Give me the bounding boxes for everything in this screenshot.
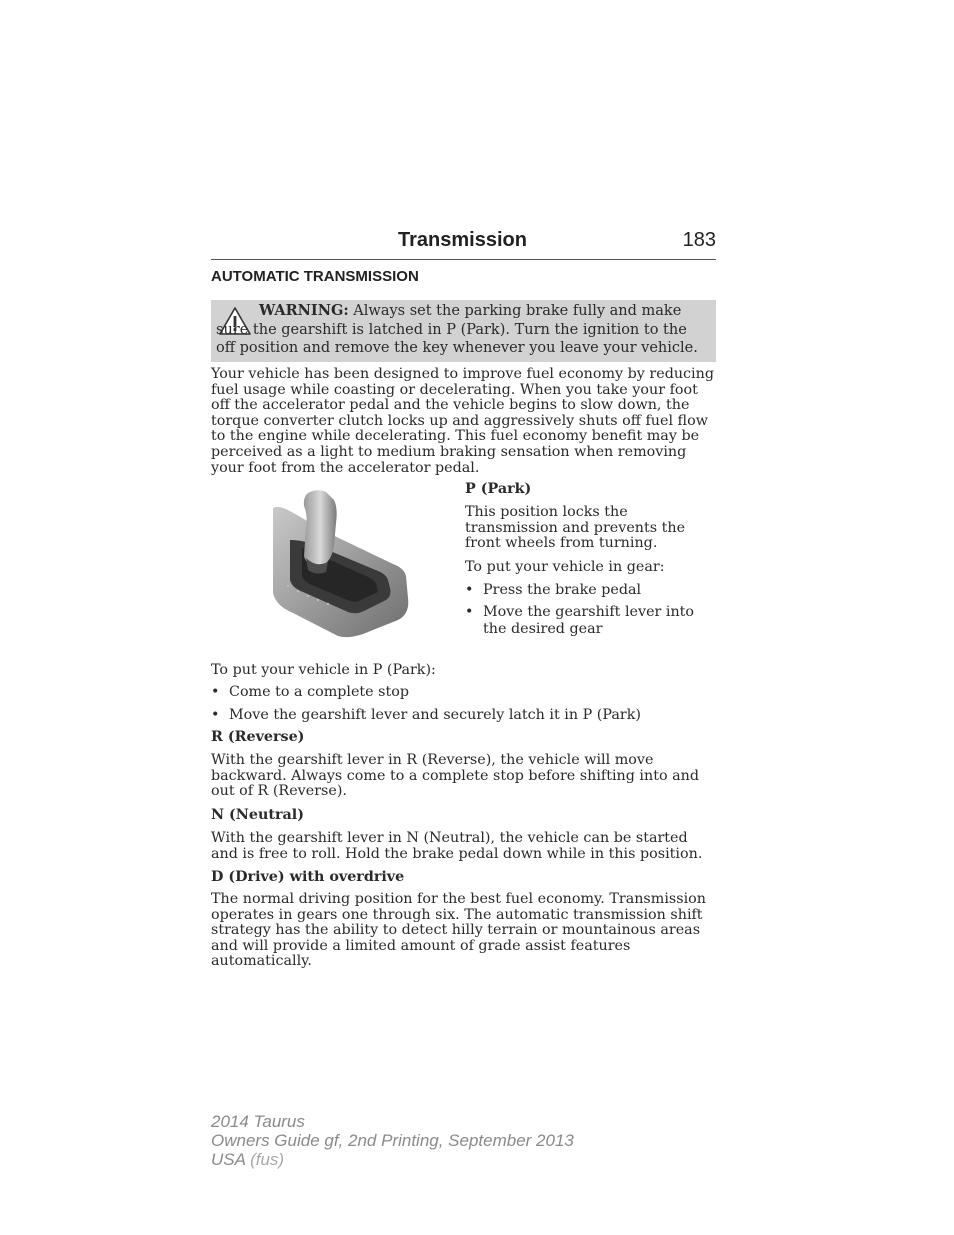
- page-footer: [211, 1112, 574, 1169]
- footer-guide: Owners Guide gf, 2nd Printing, September 2013: [211, 1131, 574, 1150]
- park-heading: P (Park): [465, 481, 532, 497]
- warning-label: WARNING:: [259, 302, 349, 319]
- warning-body: Always set the parking brake fully and make sure the gearshift is latched in P (Park). Turn the ignition to the off position and remove the key whenever you leave your vehicle.: [216, 303, 698, 356]
- warning-box: [211, 300, 716, 362]
- gearshift-illustration: [268, 488, 413, 640]
- page-number: 183: [682, 229, 716, 251]
- neutral-heading: N (Neutral): [211, 807, 304, 823]
- drive-description: The normal driving position for the best fuel economy. Transmission operates in gears one through six. The automatic transmission shift strategy has the ability to detect hilly terrain or mountainous areas and will provide a limited amount of grade assist features automatically.: [211, 891, 706, 970]
- footer-model: 2014 Taurus: [211, 1112, 305, 1131]
- bullet-dot: •: [465, 582, 474, 598]
- park-description: This position locks the transmission and prevents the front wheels from turning.: [465, 504, 686, 552]
- intro-paragraph: Your vehicle has been designed to improve fuel economy by reducing fuel usage while coasting or decelerating. When you take your foot off the accelerator pedal and the vehicle begins to slow down, the torque converter clutch locks up and aggressively shuts off fuel flow to the engine while decelerating. This fuel economy benefit may be perceived as a light to medium braking sensation when removing your foot from the accelerator pedal.: [211, 366, 714, 476]
- gear-intro: To put your vehicle in gear:: [465, 559, 665, 575]
- section-title: AUTOMATIC TRANSMISSION: [211, 268, 419, 285]
- bullet-dot: •: [465, 604, 474, 620]
- bullet-dot: •: [211, 684, 220, 700]
- warning-text: [216, 302, 706, 358]
- reverse-description: With the gearshift lever in R (Reverse), the vehicle will move backward. Always come to a complete stop before shifting into and out of R (Reverse).: [211, 752, 699, 800]
- page-header: [211, 229, 716, 260]
- drive-heading: D (Drive) with overdrive: [211, 869, 405, 885]
- park-intro: To put your vehicle in P (Park):: [211, 662, 436, 678]
- reverse-heading: R (Reverse): [211, 729, 305, 745]
- chapter-title: Transmission: [398, 229, 527, 251]
- bullet-dot: •: [211, 707, 220, 723]
- neutral-description: With the gearshift lever in N (Neutral), the vehicle can be started and is free to roll. Hold the brake pedal down while in this position.: [211, 830, 703, 862]
- footer-market: USA (fus): [211, 1150, 285, 1169]
